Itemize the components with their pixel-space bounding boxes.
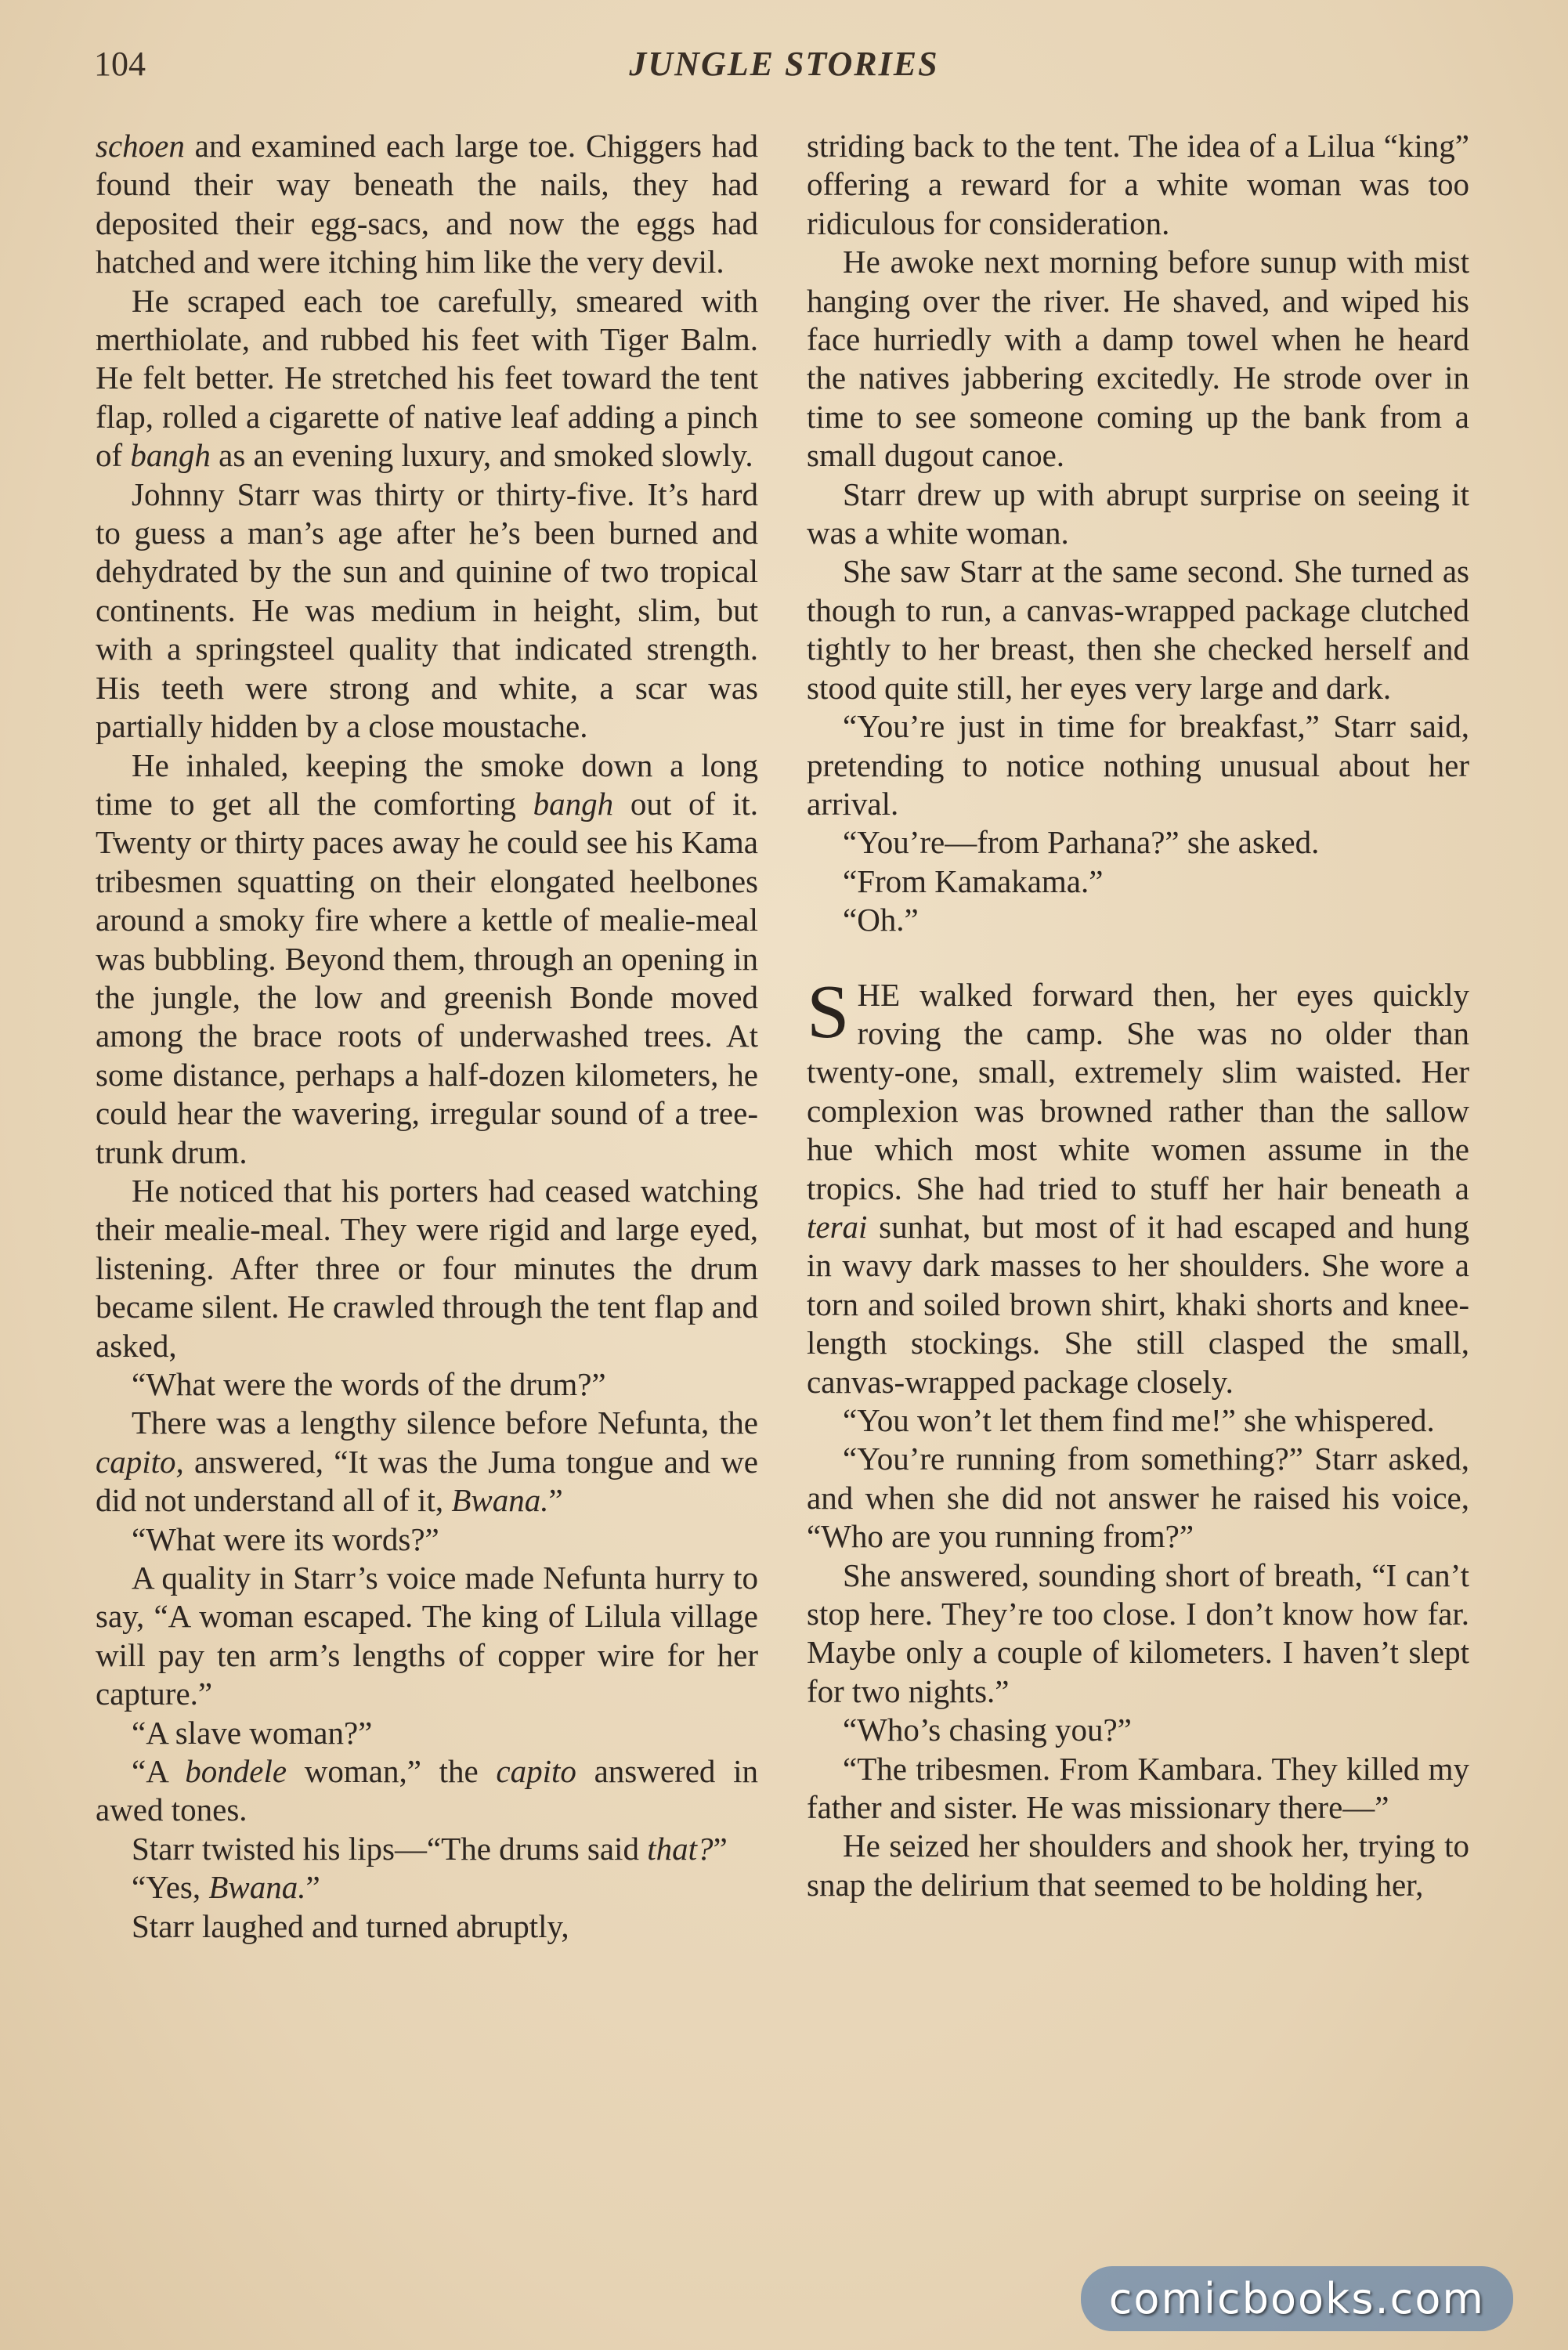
text-run: answered in awed tones. — [96, 1753, 759, 1828]
text-run: She saw Starr at the same second. She turned as though to run, a canvas-wrapped package clutched tightly to her breast, then she checked herself and stood quite still, her eyes very large and dark. — [807, 553, 1469, 706]
paragraph — [96, 1559, 758, 1714]
paragraph — [96, 1520, 758, 1559]
text-run: There was a lengthy silence before Nefunta, the — [132, 1405, 758, 1441]
paragraph — [807, 1827, 1469, 1904]
text-run: “Who’s chasing you?” — [843, 1712, 1132, 1748]
text-run: “What were its words?” — [132, 1520, 439, 1557]
paragraph — [96, 1868, 758, 1907]
text-run: “A slave woman?” — [132, 1714, 373, 1751]
text-run: ” — [305, 1869, 320, 1906]
paragraph — [807, 243, 1469, 475]
text-run: A quality in Starr’s voice made Nefunta hurry to say, “A woman escaped. The king of Lilula village will pay ten arm’s lengths of copper wire for her capture.” — [96, 1560, 758, 1712]
text-run: out of it. Twenty or thirty paces away he could see his Kama tribesmen squatting on their elongated heelbones around a smoky fire where a kettle of mealie-meal was bubbling. Beyond them, through an opening in the jungle, the low and greenish Bonde moved among the brace roots of underwashed trees. At some distance, perhaps a half-dozen kilometers, he could hear the wavering, irregular sound of a tree-trunk drum. — [96, 785, 758, 1170]
paragraph — [807, 127, 1469, 243]
text-run: Starr drew up with abrupt surprise on seeing it was a white woman. — [807, 475, 1469, 551]
text-run: “Yes, — [132, 1869, 209, 1906]
text-run: “From Kamakama.” — [843, 862, 1104, 899]
drop-cap: S — [807, 969, 850, 1054]
paragraph — [96, 1907, 758, 1946]
running-title: JUNGLE STORIES — [629, 45, 939, 83]
italic-text: that? — [647, 1830, 714, 1867]
text-run: answered, “It was the Juma tongue and we did not understand all of it, — [96, 1443, 758, 1519]
paragraph — [96, 747, 758, 1172]
watermark-logo: comicbooks.com — [1081, 2266, 1513, 2331]
paragraph — [96, 1172, 758, 1365]
paragraph — [96, 1365, 758, 1404]
italic-text: capito — [496, 1753, 576, 1790]
text-run: HE walked forward then, her eyes quickly roving the camp. She was no older than twenty-one, small, extremely slim waisted. Her complexion was browned rather than the sallow hue which most white women assume in the tropics. She had tried to stuff her hair beneath a — [807, 976, 1469, 1206]
page-header — [94, 44, 1474, 99]
right-column — [807, 127, 1469, 1904]
text-run: Starr twisted his lips—“The drums said — [132, 1830, 648, 1867]
text-run: as an evening luxury, and smoked slowly. — [210, 437, 753, 474]
paragraph — [96, 282, 758, 475]
text-run: “You’re—from Parhana?” she asked. — [843, 824, 1320, 861]
text-run: ” — [713, 1830, 728, 1867]
paragraph — [807, 1711, 1469, 1749]
text-run: sunhat, but most of it had escaped and hung in wavy dark masses to her shoulders. She wore a torn and soiled brown shirt, khaki shorts and knee-length stockings. She still clasped the small, canvas-wrapped package closely. — [807, 1208, 1469, 1400]
text-run: He inhaled, keeping the smoke down a long time to get all the comforting — [96, 747, 758, 822]
text-run: “What were the words of the drum?” — [132, 1366, 606, 1402]
text-run: “Oh.” — [843, 902, 919, 938]
paragraph — [807, 823, 1469, 862]
paragraph — [96, 1752, 758, 1830]
text-run: striding back to the tent. The idea of a Lilua “king” offering a reward for a white woman was too ridiculous for consideration. — [807, 128, 1469, 241]
text-run: “A — [132, 1753, 186, 1790]
text-run: Johnny Starr was thirty or thirty-five. It’s hard to guess a man’s age after he’s been burned and dehydrated by the sun and quinine of two tropical continents. He was medium in height, slim, but with a springsteel quality that indicated strength. His teeth were strong and white, a scar was partially hidden by a close moustache. — [96, 475, 758, 745]
text-run: He seized her shoulders and shook her, trying to snap the delirium that seemed to be holding her, — [807, 1828, 1469, 1903]
paragraph — [96, 475, 758, 747]
text-run: and examined each large toe. Chiggers had found their way beneath the nails, they had deposited their egg-sacs, and now the eggs had hatched and were itching him like the very devil. — [96, 128, 758, 280]
paragraph — [807, 1440, 1469, 1556]
text-run: Starr laughed and turned abruptly, — [132, 1907, 569, 1944]
paragraph — [96, 127, 758, 282]
text-run: “You won’t let them find me!” she whispered. — [843, 1402, 1435, 1438]
paragraph — [96, 1830, 758, 1868]
paragraph — [807, 1750, 1469, 1828]
italic-text: bangh — [533, 785, 614, 822]
italic-text: bondele — [185, 1753, 287, 1790]
paragraph — [807, 1401, 1469, 1440]
paragraph — [807, 1556, 1469, 1712]
italic-text: terai — [807, 1208, 868, 1245]
text-run: “You’re just in time for breakfast,” Starr said, pretending to notice nothing unusual about her arrival. — [807, 708, 1469, 822]
paragraph — [807, 969, 1469, 1401]
paragraph — [807, 552, 1469, 707]
paragraph — [807, 901, 1469, 939]
italic-text: Bwana. — [451, 1482, 549, 1519]
italic-text: Bwana. — [208, 1869, 306, 1906]
paragraph — [807, 475, 1469, 553]
text-run: ” — [548, 1482, 563, 1519]
text-run: He awoke next morning before sunup with mist hanging over the river. He shaved, and wiped his face hurriedly with a damp towel when he heard the natives jabbering excitedly. He strode over in time to see someone coming up the bank from a small dugout canoe. — [807, 244, 1469, 474]
text-run: “The tribesmen. From Kambara. They killed my father and sister. He was missionary there—” — [807, 1750, 1469, 1826]
text-run: He noticed that his porters had ceased watching their mealie-meal. They were rigid and large eyed, listening. After three or four minutes the drum became silent. He crawled through the tent flap and asked, — [96, 1172, 758, 1364]
paragraph — [807, 707, 1469, 823]
paragraph — [96, 1714, 758, 1752]
page-number: 104 — [94, 45, 146, 83]
italic-text: capito, — [96, 1443, 184, 1480]
text-run: She answered, sounding short of breath, “I can’t stop here. They’re too close. I don’t know how far. Maybe only a couple of kilometers. I haven’t slept for two nights.” — [807, 1556, 1469, 1709]
text-run: “You’re running from something?” Starr asked, and when she did not answer he raised his voice, “Who are you running from?” — [807, 1441, 1469, 1555]
italic-text: schoen — [96, 128, 185, 164]
text-run: woman,” the — [287, 1753, 497, 1790]
paragraph — [807, 862, 1469, 901]
paragraph — [96, 1404, 758, 1520]
left-column — [96, 127, 758, 1946]
italic-text: bangh — [130, 437, 211, 474]
text-run: He scraped each toe carefully, smeared with merthiolate, and rubbed his feet with Tiger Balm. He felt better. He stretched his feet toward the tent flap, rolled a cigarette of native leaf adding a pinch of — [96, 282, 758, 474]
